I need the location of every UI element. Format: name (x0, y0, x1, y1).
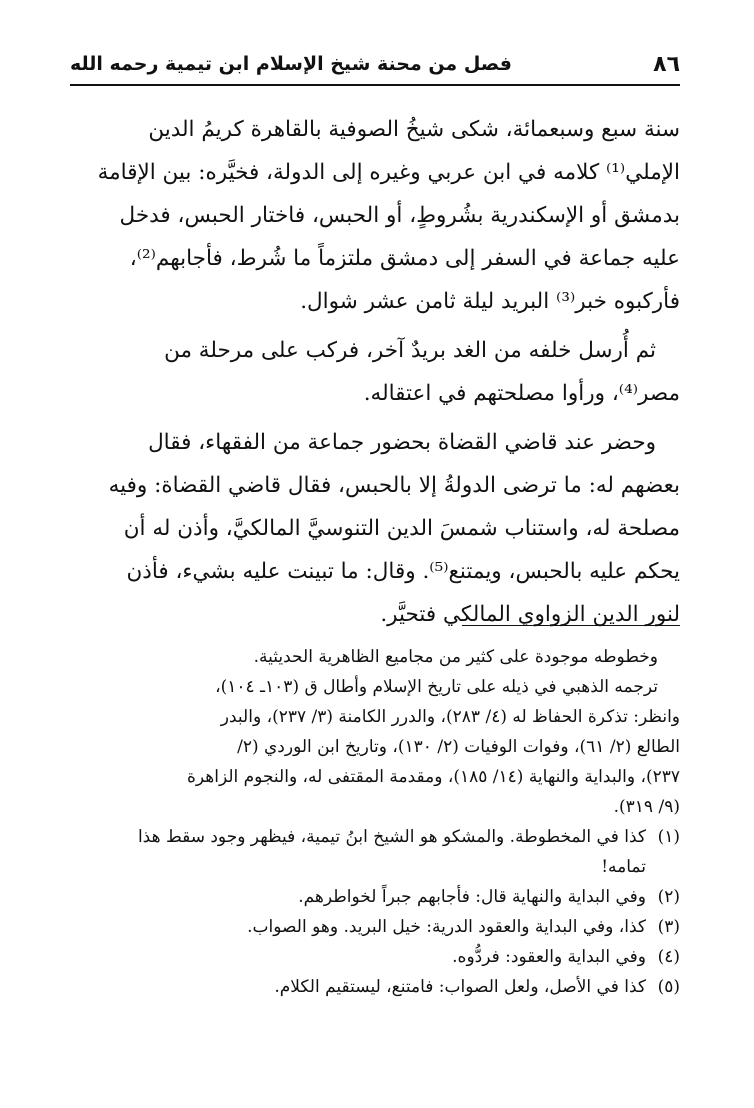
text-line: سنة سبع وسبعمائة، شكى شيخُ الصوفية بالقاهرة كريمُ الدين (148, 117, 680, 142)
running-title: فصل من محنة شيخ الإسلام ابن تيمية رحمه الله (70, 53, 512, 75)
footnote-4 (70, 942, 680, 972)
paragraph-2 (70, 329, 680, 415)
text-line: مصلحة له، واستناب شمسَ الدين التنوسيَّ المالكيَّ، وأذن له أن (123, 516, 680, 541)
text-line: فأركبوه خبر⁽³⁾ البريد ليلة ثامن عشر شوال. (300, 289, 680, 314)
footnote-line: كذا في الأصل، ولعل الصواب: فامتنع، ليستقيم الكلام. (274, 977, 646, 997)
footnote-3 (70, 912, 680, 942)
footnote-continuation (70, 642, 680, 822)
main-text (70, 108, 680, 642)
footnote-5 (70, 972, 680, 1002)
footnote-2 (70, 882, 680, 912)
text-line: الإملي⁽¹⁾ كلامه في ابن عربي وغيره إلى الدولة، فخيَّره: بين الإقامة (97, 160, 680, 185)
text-line: بدمشق أو الإسكندرية بشُروطٍ، أو الحبس، فاختار الحبس، فدخل (119, 203, 680, 228)
text-line: ثم أُرسل خلفه من الغد بريدٌ آخر، فركب على مرحلة من (164, 338, 656, 363)
page-number: ٨٦ (653, 51, 680, 77)
text-line: لنور الدين الزواوي المالكي فتحيَّر. (380, 602, 680, 627)
text-line: عليه جماعة في السفر إلى دمشق ملتزماً ما شُرط، فأجابهم⁽²⁾، (129, 246, 680, 271)
footnote-marker: (٢) (657, 887, 680, 907)
footnote-line: وخطوطه موجودة على كثير من مجاميع الظاهرية الحديثية. (253, 647, 658, 667)
paragraph-3 (70, 421, 680, 636)
footnote-line: ترجمه الذهبي في ذيله على تاريخ الإسلام وأطال ق (١٠٣ـ ١٠٤)، (215, 677, 658, 697)
running-header (70, 44, 680, 86)
footnote-line: كذا، وفي البداية والعقود الدرية: خيل البريد. وهو الصواب. (247, 917, 646, 937)
text-line: يحكم عليه بالحبس، ويمتنع⁽⁵⁾. وقال: ما تبينت عليه بشيء، فأذن (126, 559, 680, 584)
footnote-marker: (٣) (657, 917, 680, 937)
footnote-separator (462, 625, 680, 626)
footnote-line: (٩/ ٣١٩). (613, 797, 680, 817)
text-line: وحضر عند قاضي القضاة بحضور جماعة من الفقهاء، فقال (148, 430, 656, 455)
footnotes (70, 642, 680, 1002)
footnote-line: كذا في المخطوطة. والمشكو هو الشيخ ابنُ تيمية، فيظهر وجود سقط هذا (137, 827, 646, 847)
footnote-marker: (١) (657, 827, 680, 847)
footnote-line: وفي البداية والعقود: فردُّوه. (452, 947, 646, 967)
footnote-line: وانظر: تذكرة الحفاظ له (٤/ ٢٨٣)، والدرر الكامنة (٣/ ٢٣٧)، والبدر (220, 707, 680, 727)
footnote-line: تمامه! (601, 857, 646, 877)
footnote-1 (70, 822, 680, 882)
footnote-marker: (٤) (657, 947, 680, 967)
text-line: بعضهم له: ما ترضى الدولةُ إلا بالحبس، فقال قاضي القضاة: وفيه (108, 473, 680, 498)
text-line: مصر⁽⁴⁾، ورأوا مصلحتهم في اعتقاله. (363, 381, 680, 406)
paragraph-1 (70, 108, 680, 323)
footnote-marker: (٥) (657, 977, 680, 997)
footnote-line: وفي البداية والنهاية قال: فأجابهم جبراً لخواطرهم. (298, 887, 646, 907)
footnote-line: الطالع (٢/ ٦١)، وفوات الوفيات (٢/ ١٣٠)، وتاريخ ابن الوردي (٢/ (237, 737, 680, 757)
footnote-line: ٢٣٧)، والبداية والنهاية (١٤/ ١٨٥)، ومقدمة المقتفى له، والنجوم الزاهرة (186, 767, 680, 787)
